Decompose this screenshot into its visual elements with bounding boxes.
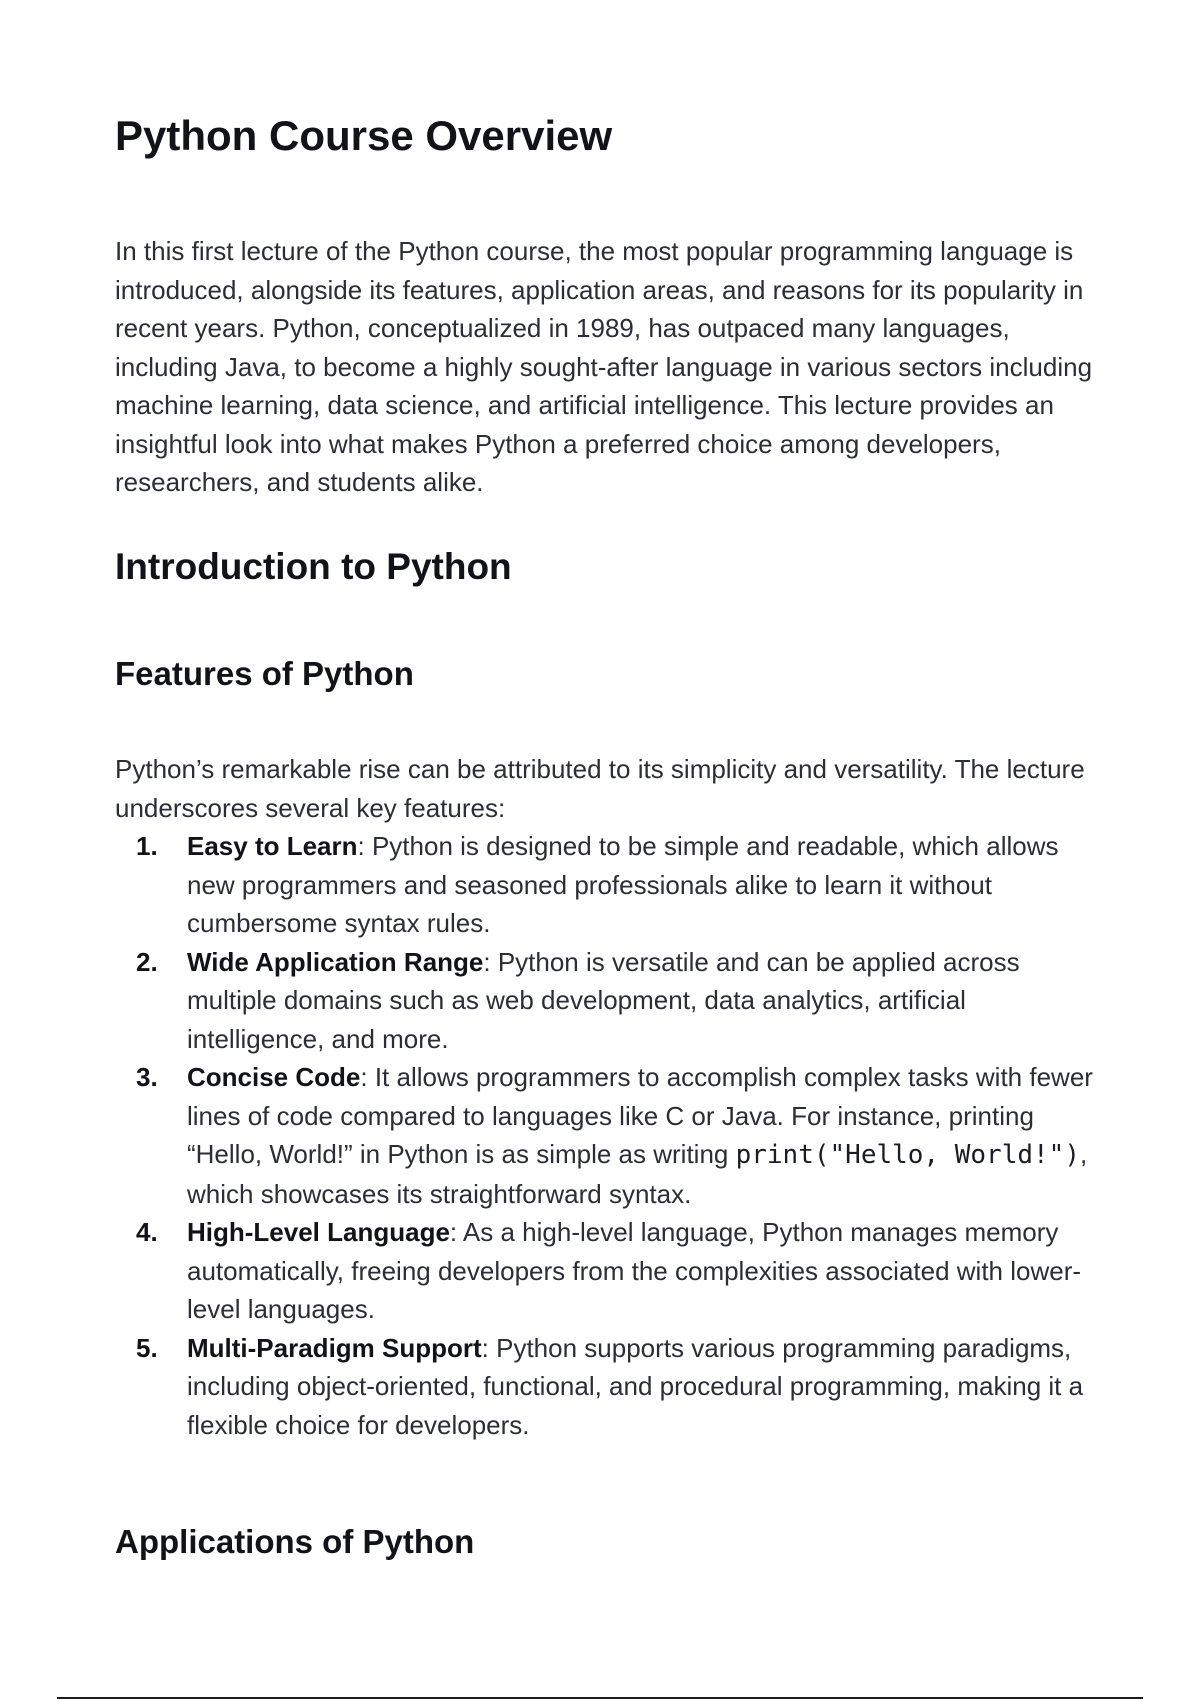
feature-description: : Python is designed to be simple and readable, which allows new programmers and seasoned professionals alike to learn it without cumbersome syntax rules. <box>187 831 1059 938</box>
feature-term: High-Level Language <box>187 1217 450 1247</box>
introduction-heading: Introduction to Python <box>115 546 512 587</box>
features-heading: Features of Python <box>115 655 414 692</box>
footer-divider <box>57 1697 1143 1699</box>
features-list <box>115 827 1095 1444</box>
feature-description-continued: , which showcases its straightforward syntax. <box>187 1139 1088 1209</box>
list-item-number: 1. <box>136 831 158 861</box>
list-item <box>115 1329 1095 1445</box>
list-item <box>115 827 1095 943</box>
list-item-number: 3. <box>136 1062 158 1092</box>
feature-term: Multi-Paradigm Support <box>187 1332 482 1363</box>
list-item-number: 5. <box>136 1332 158 1363</box>
feature-description: : Python supports various programming paradigms, including object-oriented, functional, and procedural programming, making it a flexible choice for developers. <box>187 1332 1084 1440</box>
feature-description: : It allows programmers to accomplish complex tasks with fewer lines of code compared to languages like C or Java. For instance, printing “Hello, World!” in Python is as simple as writing <box>187 1062 1093 1169</box>
applications-heading: Applications of Python <box>115 1523 475 1560</box>
list-item <box>115 943 1095 1059</box>
feature-term: Wide Application Range <box>187 946 484 977</box>
intro-paragraph: In this first lecture of the Python course, the most popular programming language is introduced, alongside its features, application areas, and reasons for its popularity in recent years. Python, conceptualized in 1989, has outpaced many languages, including Java, to become a highly sought-after language in various sectors including machine learning, data science, and artificial intelligence. This lecture provides an insightful look into what makes Python a preferred choice among developers, researchers, and students alike. <box>115 236 1093 497</box>
list-item-number: 4. <box>136 1217 158 1247</box>
feature-description: : Python is versatile and can be applied across multiple domains such as web development, data analytics, artificial intelligence, and more. <box>187 946 1020 1054</box>
feature-term: Easy to Learn <box>187 831 358 861</box>
feature-term: Concise Code <box>187 1062 361 1092</box>
list-item <box>115 1213 1095 1329</box>
feature-description: : As a high-level language, Python manages memory automatically, freeing developers from the complexities associated with lower-level languages. <box>187 1217 1082 1324</box>
code-snippet: print("Hello, World!") <box>735 1140 1080 1170</box>
list-item-number: 2. <box>136 946 158 977</box>
features-lead-paragraph: Python’s remarkable rise can be attributed to its simplicity and versatility. The lecture underscores several key features: <box>115 754 1085 823</box>
page-title: Python Course Overview <box>115 112 613 159</box>
list-item <box>115 1058 1095 1213</box>
